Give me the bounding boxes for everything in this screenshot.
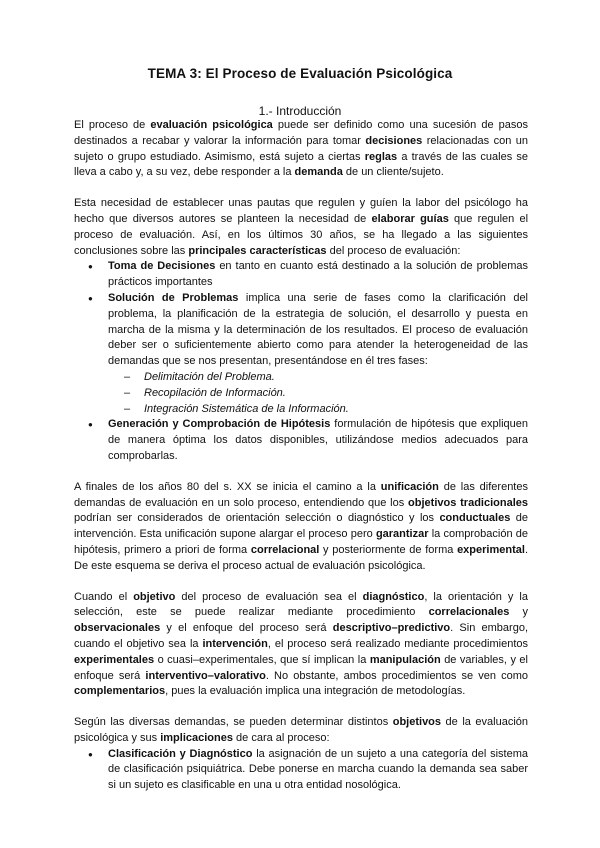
paragraph-demands: Según las diversas demandas, se pueden determinar distintos objetivos de la evaluación psicológica y sus implicaciones de cara al proceso: (74, 716, 529, 744)
page-title: TEMA 3: El Proceso de Evaluación Psicológica (147, 66, 453, 81)
objectives-list (74, 747, 528, 794)
phase-item: – Recopilación de Información. (108, 386, 528, 402)
list-item: ● Clasificación y Diagnóstico la asignación de un sujeto a una categoría del sistema de clasificación psiquiátrica. Debe ponerse en marcha cuando la demanda sea saber si un sujeto es clasificable en una u otra entidad nosológica. (74, 747, 528, 794)
phases-list (108, 370, 528, 417)
paragraph-guides: Esta necesidad de establecer unas pautas que regulen y guíen la labor del psicólogo ha hecho que diversos autores se planteen la necesidad de elaborar guías que regulen el proceso de evaluación. Así, en los últimos 30 años, se ha llegado a las siguientes conclusiones sobre las principales características del proceso de evaluación: (74, 197, 529, 257)
document-body (74, 118, 528, 794)
section-heading: 1.- Introducción (258, 104, 342, 118)
phase-item: – Delimitación del Problema. (108, 370, 528, 386)
phase-item: – Integración Sistemática de la Información. (108, 402, 528, 418)
list-item: ● Solución de Problemas implica una serie de fases como la clarificación del problema, la planificación de la estrategia de solución, el desarrollo y puesta en marcha de la misma y la determinación de los resultados. El proceso de evaluación deber ser o suficientemente abierto como para atender la heterogeneidad de las demandas que se nos presentan, presentándose en él tres fases: – Delimitación del Problema. – Recopilación de Información. – Integración Sistemática de la Información. (74, 291, 528, 417)
paragraph-intro: El proceso de evaluación psicológica puede ser definido como una sucesión de pasos destinados a recabar y valorar la información para tomar decisiones relacionadas con un sujeto o grupo estudiado. Asimismo, está sujeto a ciertas reglas a través de las cuales se lleva a cabo y, a su vez, debe responder a la demanda de un cliente/sujeto. (74, 119, 529, 179)
list-item: ● Toma de Decisiones en tanto en cuanto está destinado a la solución de problemas prácticos importantes (74, 259, 528, 291)
paragraph-objective: Cuando el objetivo del proceso de evaluación sea el diagnóstico, la orientación y la selección, este se puede realizar mediante procedimiento correlacionales y observacionales y el enfoque del proceso será descriptivo–predictivo. Sin embargo, cuando el objetivo sea la intervención, el proceso será realizado mediante procedimientos experimentales o cuasi–experimentales, que sí implican la manipulación de variables, y el enfoque será interventivo–valorativo. No obstante, ambos procedimientos se ven como complementarios, pues la evaluación implica una integración de metodologías. (74, 590, 528, 698)
characteristics-list (74, 259, 528, 464)
paragraph-unification: A finales de los años 80 del s. XX se inicia el camino a la unificación de las diferentes demandas de evaluación en un solo proceso, entendiendo que los objetivos tradicionales podrían ser considerados de orientación selección o diagnóstico y los conductuales de intervención. Esta unificación supone alargar el proceso pero garantizar la comprobación de hipótesis, primero a priori de forma correlacional y posteriormente de forma experimental. De este esquema se deriva el proceso actual de evaluación psicológica. (74, 480, 528, 572)
list-item: ● Generación y Comprobación de Hipótesis formulación de hipótesis que expliquen de manera óptima los datos disponibles, utilizándose medios adecuados para comprobarlas. (74, 417, 528, 464)
